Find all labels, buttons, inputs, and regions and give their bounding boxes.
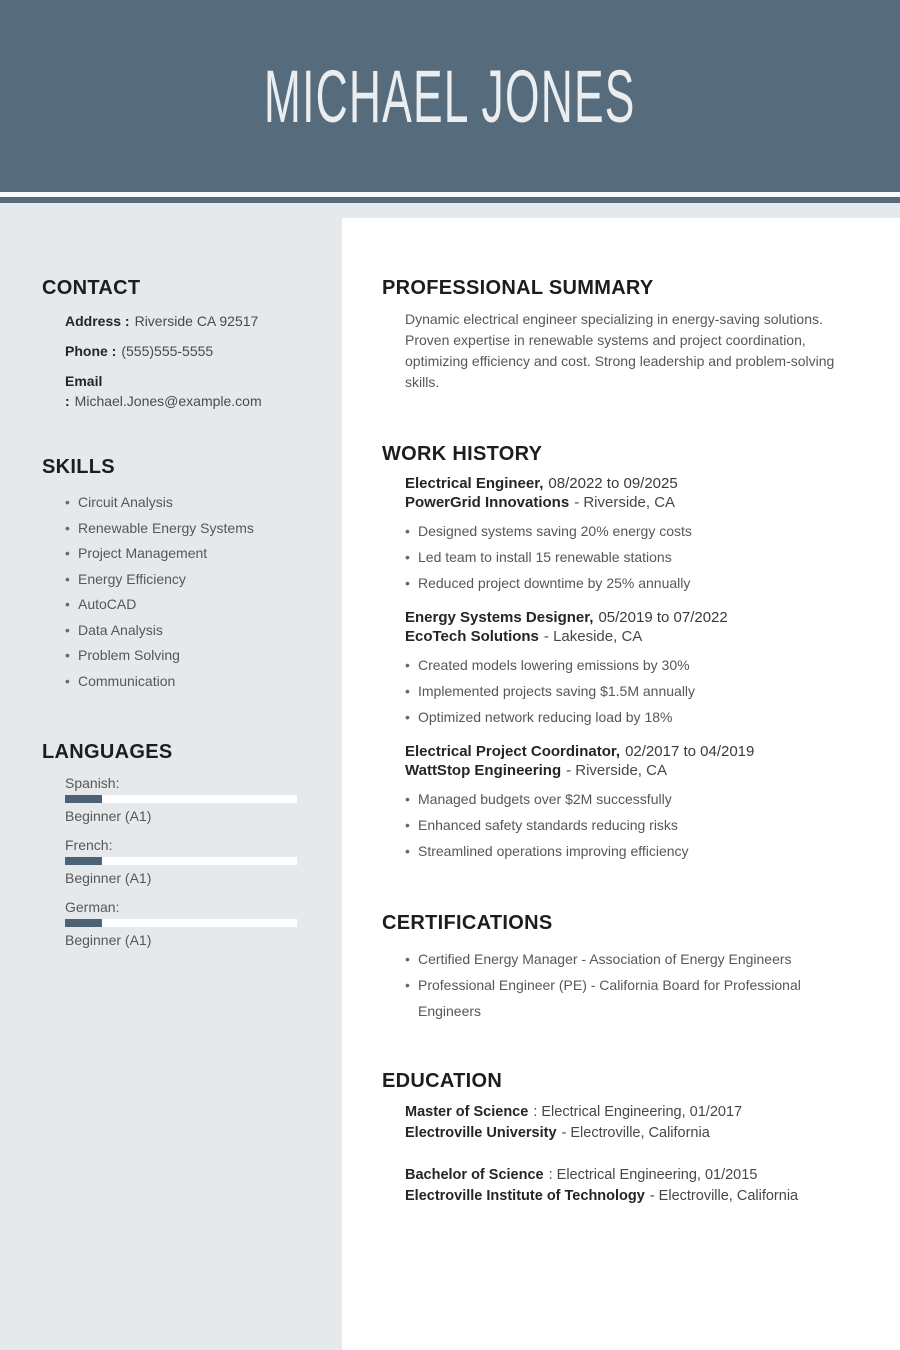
job-company-line	[405, 761, 865, 780]
job-bullet: • Optimized network reducing load by 18%	[405, 704, 865, 730]
job-title: Electrical Project Coordinator,	[405, 743, 621, 760]
degree-field: : Electrical Engineering, 01/2017	[533, 1104, 743, 1120]
languages-section	[42, 741, 297, 949]
job-bullets	[405, 518, 865, 596]
contact-item-email	[65, 371, 297, 411]
work-history-heading: WORK HISTORY	[382, 443, 543, 465]
skill-item: • Circuit Analysis	[65, 490, 297, 516]
language-progress-fill	[65, 795, 102, 803]
school-location: - Electroville, California	[649, 1187, 799, 1204]
school-line	[405, 1123, 865, 1144]
job-company-line	[405, 627, 865, 646]
phone-value: (555)555-5555	[121, 343, 214, 359]
degree: Master of Science	[405, 1104, 529, 1120]
school-line	[405, 1186, 865, 1207]
job-title-line	[405, 474, 865, 493]
language-progress-track	[65, 857, 297, 865]
job-bullets	[405, 786, 865, 864]
skill-item: • Communication	[65, 669, 297, 695]
language-item-spanish	[65, 775, 297, 825]
contact-heading: CONTACT	[42, 277, 141, 299]
certification-item: • Certified Energy Manager - Association of Energy Engineers	[405, 946, 865, 972]
job-company-line	[405, 493, 865, 512]
job-location: - Lakeside, CA	[543, 628, 643, 645]
contact-item-address	[65, 311, 297, 331]
job-dates: 05/2019 to 07/2022	[598, 609, 728, 626]
job-bullet: • Implemented projects saving $1.5M annually	[405, 678, 865, 704]
language-progress-fill	[65, 919, 102, 927]
job-bullet: • Streamlined operations improving efficiency	[405, 838, 865, 864]
skill-item: • Project Management	[65, 541, 297, 567]
degree-line	[405, 1102, 865, 1123]
address-label: Address :	[65, 313, 130, 329]
school: Electroville Institute of Technology	[405, 1187, 645, 1204]
contact-section	[42, 277, 297, 411]
job-company: PowerGrid Innovations	[405, 494, 570, 511]
language-item-german	[65, 899, 297, 949]
job-title-line	[405, 608, 865, 627]
language-level: Beginner (A1)	[65, 932, 152, 948]
education-heading: EDUCATION	[382, 1070, 503, 1092]
language-item-french	[65, 837, 297, 887]
sidebar	[0, 203, 342, 1350]
languages-heading: LANGUAGES	[42, 741, 173, 763]
language-progress-track	[65, 795, 297, 803]
contact-list	[65, 311, 297, 411]
job-company: WattStop Engineering	[405, 762, 562, 779]
job-bullet: • Created models lowering emissions by 30%	[405, 652, 865, 678]
degree: Bachelor of Science	[405, 1167, 544, 1183]
work-history-section	[382, 443, 865, 864]
language-progress-track	[65, 919, 297, 927]
job-title-line	[405, 742, 865, 761]
email-value: Michael.Jones@example.com	[74, 393, 262, 409]
job-location: - Riverside, CA	[574, 494, 676, 511]
job-dates: 08/2022 to 09/2025	[548, 475, 678, 492]
content-area	[0, 203, 900, 1350]
skill-item: • Problem Solving	[65, 643, 297, 669]
skills-list	[65, 490, 297, 694]
school-location: - Electroville, California	[561, 1124, 710, 1141]
skill-item: • Energy Efficiency	[65, 567, 297, 593]
language-level: Beginner (A1)	[65, 808, 152, 824]
language-name: German:	[65, 899, 120, 915]
degree-line	[405, 1165, 865, 1186]
email-label: Email :	[65, 373, 103, 409]
summary-text: Dynamic electrical engineer specializing in energy-saving solutions. Proven expertise in renewable systems and project coordination, optimizing efficiency and cost. Strong leadership and problem-solving skills.	[405, 311, 835, 390]
job-entry	[405, 474, 865, 596]
education-entry	[405, 1165, 865, 1206]
language-name: Spanish:	[65, 775, 120, 791]
main-column	[342, 218, 900, 1350]
job-entry	[405, 608, 865, 730]
contact-item-phone	[65, 341, 297, 361]
skills-section	[42, 456, 297, 694]
job-location: - Riverside, CA	[566, 762, 667, 779]
header-banner	[0, 0, 900, 192]
job-title: Electrical Engineer,	[405, 475, 544, 492]
certification-item: • Professional Engineer (PE) - California Board for Professional Engineers	[405, 972, 865, 1024]
summary-section	[382, 277, 865, 393]
school: Electroville University	[405, 1124, 557, 1141]
skills-heading: SKILLS	[42, 456, 115, 478]
job-title: Energy Systems Designer,	[405, 609, 594, 626]
degree-field: : Electrical Engineering, 01/2015	[548, 1167, 758, 1183]
certifications-heading: CERTIFICATIONS	[382, 912, 553, 934]
languages-list	[65, 775, 297, 949]
job-company: EcoTech Solutions	[405, 628, 539, 645]
skill-item: • AutoCAD	[65, 592, 297, 618]
job-bullet: • Designed systems saving 20% energy costs	[405, 518, 865, 544]
candidate-name: MICHAEL JONES	[264, 54, 636, 138]
job-entry	[405, 742, 865, 864]
certifications-section	[382, 912, 865, 1024]
summary-heading: PROFESSIONAL SUMMARY	[382, 277, 654, 299]
job-bullet: • Led team to install 15 renewable stations	[405, 544, 865, 570]
education-entry	[405, 1102, 865, 1143]
education-section	[382, 1070, 865, 1206]
job-bullet: • Managed budgets over $2M successfully	[405, 786, 865, 812]
address-value: Riverside CA 92517	[134, 313, 259, 329]
skill-item: • Renewable Energy Systems	[65, 516, 297, 542]
job-bullet: • Enhanced safety standards reducing risks	[405, 812, 865, 838]
language-name: French:	[65, 837, 113, 853]
job-bullets	[405, 652, 865, 730]
skill-item: • Data Analysis	[65, 618, 297, 644]
language-progress-fill	[65, 857, 102, 865]
job-bullet: • Reduced project downtime by 25% annually	[405, 570, 865, 596]
certifications-list	[405, 946, 865, 1024]
job-dates: 02/2017 to 04/2019	[625, 743, 755, 760]
language-level: Beginner (A1)	[65, 870, 152, 886]
phone-label: Phone :	[65, 343, 117, 359]
